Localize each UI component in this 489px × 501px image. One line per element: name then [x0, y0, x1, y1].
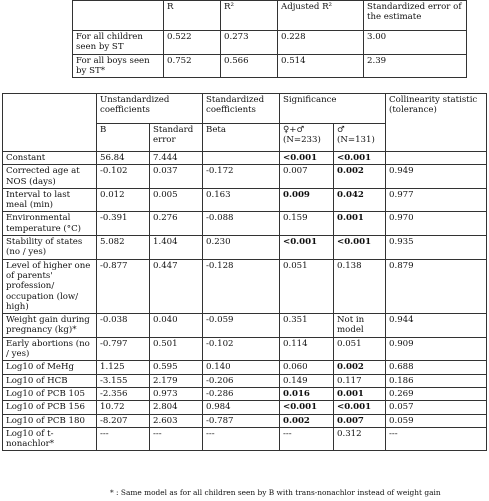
table-cell: -0.206 — [203, 374, 280, 387]
table-cell: 0.984 — [203, 401, 280, 414]
table-cell: 0.051 — [280, 259, 334, 313]
table-cell: 0.269 — [386, 387, 487, 400]
table-cell: 0.944 — [386, 314, 487, 338]
table-row — [3, 427, 487, 451]
table-cell: 10.72 — [97, 401, 150, 414]
row-label: Early abortions (no / yes) — [3, 337, 97, 361]
row-label: Level of higher one of parents' profession/ occupation (low/ high) — [3, 259, 97, 313]
table-cell: 0.040 — [150, 314, 203, 338]
table-cell: 0.114 — [280, 337, 334, 361]
t2-header-std-error: Standard error — [150, 124, 203, 152]
table-cell: 0.973 — [150, 387, 203, 400]
table-cell: --- — [150, 427, 203, 451]
table-cell: 0.117 — [334, 374, 386, 387]
t1-cell: 0.273 — [221, 31, 278, 55]
table-row — [3, 414, 487, 427]
table-cell: --- — [97, 427, 150, 451]
table-cell: 2.179 — [150, 374, 203, 387]
table-cell — [386, 152, 487, 165]
t1-header-r2: R² — [221, 1, 278, 31]
table-row — [3, 401, 487, 414]
table-cell: -8.207 — [97, 414, 150, 427]
row-label: Interval to last meal (min) — [3, 188, 97, 212]
table-cell: 2.603 — [150, 414, 203, 427]
t2-header-unstandardized: Unstandardized coefficients — [97, 94, 203, 124]
t2-header-sig-all: ♀+♂ (N=233) — [280, 124, 334, 152]
table-row — [3, 152, 487, 165]
table-cell: 0.312 — [334, 427, 386, 451]
row-label: Environmental temperature (°C) — [3, 212, 97, 236]
table-cell: --- — [386, 427, 487, 451]
table-cell: --- — [280, 427, 334, 451]
table-cell: 0.009 — [280, 188, 334, 212]
table-cell: 2.804 — [150, 401, 203, 414]
table-cell: 0.879 — [386, 259, 487, 313]
table-cell: 7.444 — [150, 152, 203, 165]
table-cell: 0.970 — [386, 212, 487, 236]
t1-cell: For all children seen by ST — [73, 31, 164, 55]
table-cell: --- — [203, 427, 280, 451]
table-cell: 0.012 — [97, 188, 150, 212]
table-row — [3, 374, 487, 387]
table-cell: 0.001 — [334, 387, 386, 400]
t2-header-blank — [3, 94, 97, 152]
row-label: Log10 of PCB 156 — [3, 401, 97, 414]
table-cell: <0.001 — [334, 152, 386, 165]
model-summary-table — [72, 0, 467, 78]
coefficients-table-body — [3, 152, 487, 451]
table-cell: 0.909 — [386, 337, 487, 361]
table-cell: -0.172 — [203, 165, 280, 189]
table-cell: 0.140 — [203, 361, 280, 374]
row-label: Corrected age at NOS (days) — [3, 165, 97, 189]
table-cell: 0.059 — [386, 414, 487, 427]
t1-cell: 0.228 — [278, 31, 364, 55]
t2-header-b: B — [97, 124, 150, 152]
table-cell: 0.042 — [334, 188, 386, 212]
table-cell: -0.797 — [97, 337, 150, 361]
table-cell: 0.002 — [280, 414, 334, 427]
table-cell: 0.002 — [334, 361, 386, 374]
t1-cell: 0.566 — [221, 54, 278, 78]
t2-header-sig-boys: ♂ (N=131) — [334, 124, 386, 152]
table-cell: 0.001 — [334, 212, 386, 236]
table-row — [3, 188, 487, 212]
table-cell: <0.001 — [334, 236, 386, 260]
table-cell: -0.391 — [97, 212, 150, 236]
table-row — [3, 337, 487, 361]
table-cell: 0.149 — [280, 374, 334, 387]
coefficients-table — [2, 93, 487, 451]
table-row — [73, 31, 467, 55]
table-cell: 0.060 — [280, 361, 334, 374]
table-cell — [203, 152, 280, 165]
t1-cell: 2.39 — [364, 54, 467, 78]
table-cell: 0.186 — [386, 374, 487, 387]
table-cell: <0.001 — [280, 401, 334, 414]
table-cell: 0.002 — [334, 165, 386, 189]
table-row — [3, 259, 487, 313]
t1-cell: 0.514 — [278, 54, 364, 78]
table-cell: 0.230 — [203, 236, 280, 260]
row-label: Log10 of PCB 105 — [3, 387, 97, 400]
table-cell: -3.155 — [97, 374, 150, 387]
table-cell: 0.138 — [334, 259, 386, 313]
table-cell: 5.082 — [97, 236, 150, 260]
table-cell: 0.688 — [386, 361, 487, 374]
table-row — [73, 54, 467, 78]
t1-header-blank — [73, 1, 164, 31]
table-cell: 0.935 — [386, 236, 487, 260]
table-cell: -0.128 — [203, 259, 280, 313]
row-label: Log10 of MeHg — [3, 361, 97, 374]
table-cell: -0.102 — [203, 337, 280, 361]
row-label: Log10 of t-nonachlor* — [3, 427, 97, 451]
table-cell: -0.286 — [203, 387, 280, 400]
row-label: Log10 of HCB — [3, 374, 97, 387]
table-cell: -0.088 — [203, 212, 280, 236]
table-cell: -2.356 — [97, 387, 150, 400]
row-label: Log10 of PCB 180 — [3, 414, 97, 427]
table-row — [3, 387, 487, 400]
table-cell: 0.005 — [150, 188, 203, 212]
table-cell: 0.977 — [386, 188, 487, 212]
table-cell: 1.125 — [97, 361, 150, 374]
table-cell: Not in model — [334, 314, 386, 338]
row-label: Weight gain during pregnancy (kg)* — [3, 314, 97, 338]
table-cell: 0.057 — [386, 401, 487, 414]
table-cell: 0.051 — [334, 337, 386, 361]
table-row — [3, 212, 487, 236]
t1-cell: 0.522 — [164, 31, 221, 55]
t2-header-collinearity: Collinearity statistic (tolerance) — [386, 94, 487, 152]
t2-header-beta: Beta — [203, 124, 280, 152]
table-cell: -0.038 — [97, 314, 150, 338]
t1-header-adj-r2: Adjusted R² — [278, 1, 364, 31]
table-cell: -0.102 — [97, 165, 150, 189]
row-label: Constant — [3, 152, 97, 165]
table-cell: <0.001 — [334, 401, 386, 414]
t1-cell: 0.752 — [164, 54, 221, 78]
table-cell: 56.84 — [97, 152, 150, 165]
t2-header-standardized: Standardized coefficients — [203, 94, 280, 124]
table-row — [3, 361, 487, 374]
table-cell: 1.404 — [150, 236, 203, 260]
table-cell: 0.501 — [150, 337, 203, 361]
table-row — [3, 314, 487, 338]
table-cell: 0.007 — [280, 165, 334, 189]
table-cell: 0.276 — [150, 212, 203, 236]
table-cell: 0.447 — [150, 259, 203, 313]
table-cell: <0.001 — [280, 152, 334, 165]
table-cell: 0.163 — [203, 188, 280, 212]
row-label: Stability of states (no / yes) — [3, 236, 97, 260]
table-cell: 0.007 — [334, 414, 386, 427]
t1-header-r: R — [164, 1, 221, 31]
table-cell: -0.787 — [203, 414, 280, 427]
table-cell: 0.016 — [280, 387, 334, 400]
t1-cell: For all boys seen by ST* — [73, 54, 164, 78]
table-row — [3, 165, 487, 189]
table-cell: 0.037 — [150, 165, 203, 189]
footnote: * : Same model as for all children seen by B with trans-nonachlor instead of weight gain — [110, 488, 441, 497]
table-cell: -0.877 — [97, 259, 150, 313]
table-cell: 0.159 — [280, 212, 334, 236]
table-cell: -0.059 — [203, 314, 280, 338]
t2-header-significance: Significance — [280, 94, 386, 124]
t1-cell: 3.00 — [364, 31, 467, 55]
table-cell: 0.949 — [386, 165, 487, 189]
table-cell: 0.595 — [150, 361, 203, 374]
t1-header-std-error: Standardized error of the estimate — [364, 1, 467, 31]
table-cell: <0.001 — [280, 236, 334, 260]
table-row — [3, 236, 487, 260]
table-cell: 0.351 — [280, 314, 334, 338]
